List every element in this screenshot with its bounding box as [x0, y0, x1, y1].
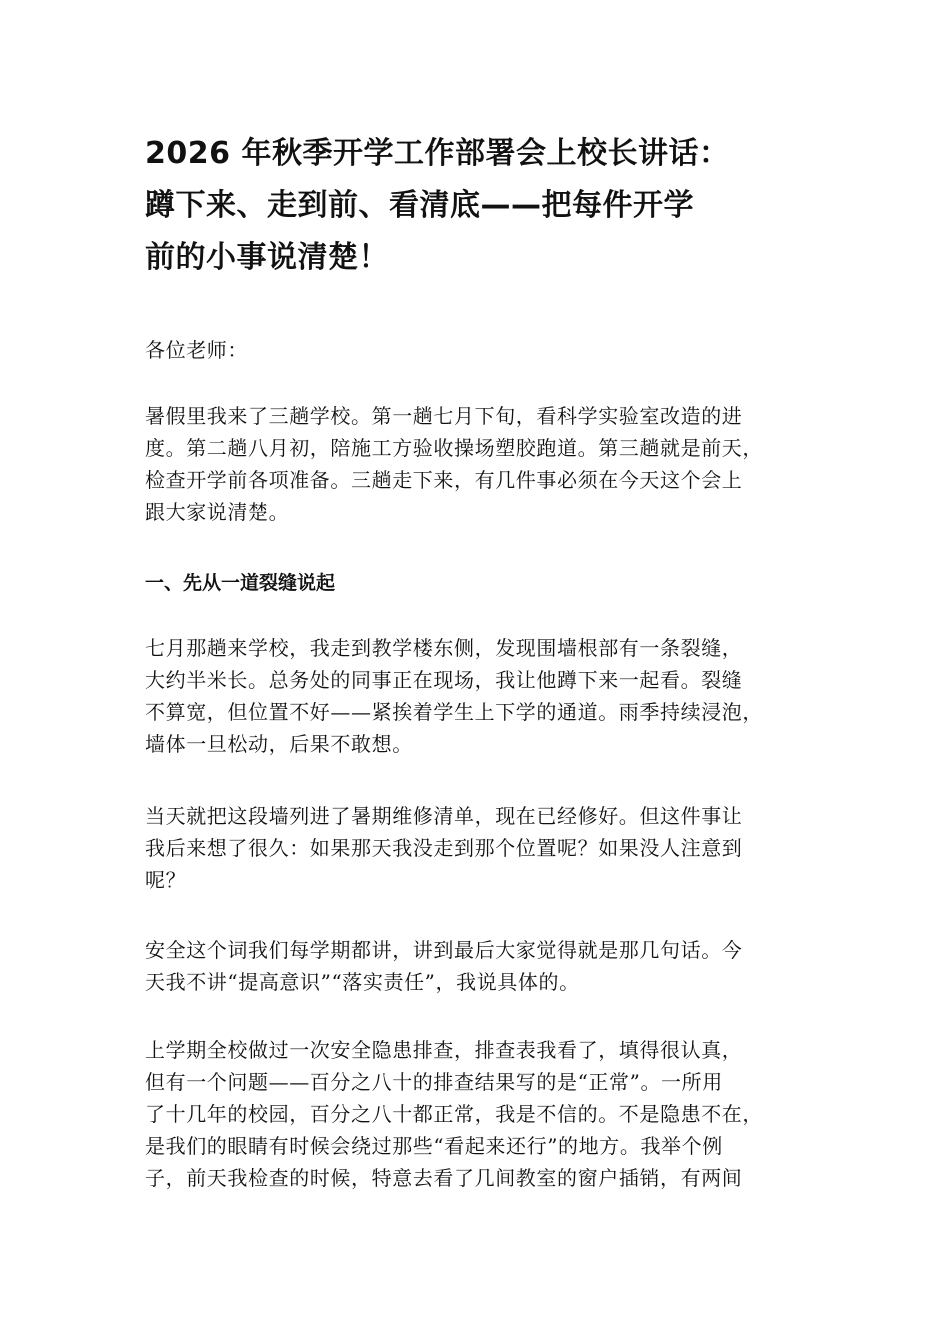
section-heading: 一、先从一道裂缝说起 [145, 572, 336, 594]
paragraph-line: 上学期全校做过一次安全隐患排查，排查表我看了，填得很认真， [145, 1038, 743, 1062]
title-line: 前的小事说清楚！ [145, 240, 389, 275]
title-line: 蹲下来、走到前、看清底——把每件开学 [145, 188, 694, 223]
paragraph-repair [145, 800, 805, 896]
paragraph-line: 检查开学前各项准备。三趟走下来，有几件事必须在今天这个会上 [145, 468, 743, 492]
paragraph-inspection [145, 1034, 805, 1194]
paragraph-line: 七月那趟来学校，我走到教学楼东侧，发现围墙根部有一条裂缝， [145, 636, 743, 660]
paragraph-safety [145, 934, 805, 998]
salutation [145, 334, 805, 366]
title-line: 2026 年秋季开学工作部署会上校长讲话： [145, 136, 730, 171]
paragraph-line: 暑假里我来了三趟学校。第一趟七月下旬，看科学实验室改造的进 [145, 404, 743, 428]
paragraph-line: 是我们的眼睛有时候会绕过那些“看起来还行”的地方。我举个例 [145, 1134, 723, 1158]
paragraph-intro [145, 400, 805, 528]
paragraph-line: 天我不讲“提高意识”“落实责任”，我说具体的。 [145, 970, 580, 994]
speech-title [145, 128, 795, 284]
paragraph-line: 但有一个问题——百分之八十的排查结果写的是“正常”。一所用 [145, 1070, 723, 1094]
paragraph-line: 大约半米长。总务处的同事正在现场，我让他蹲下来一起看。裂缝 [145, 668, 743, 692]
paragraph-line: 呢？ [145, 868, 187, 892]
paragraph-line: 我后来想了很久：如果那天我没走到那个位置呢？如果没人注意到 [145, 836, 743, 860]
paragraph-line: 跟大家说清楚。 [145, 500, 290, 524]
paragraph-line: 了十几年的校园，百分之八十都正常，我是不信的。不是隐患不在， [145, 1102, 763, 1126]
paragraph-line: 安全这个词我们每学期都讲，讲到最后大家觉得就是那几句话。今 [145, 938, 743, 962]
paragraph-line: 度。第二趟八月初，陪施工方验收操场塑胶跑道。第三趟就是前天， [145, 436, 763, 460]
salutation-line: 各位老师： [145, 338, 248, 362]
paragraph-crack [145, 632, 805, 760]
paragraph-line: 子，前天我检查的时候，特意去看了几间教室的窗户插销，有两间 [145, 1166, 743, 1190]
paragraph-line: 墙体一旦松动，后果不敢想。 [145, 732, 413, 756]
paragraph-line: 不算宽，但位置不好——紧挨着学生上下学的通道。雨季持续浸泡， [145, 700, 763, 724]
paragraph-line: 当天就把这段墙列进了暑期维修清单，现在已经修好。但这件事让 [145, 804, 743, 828]
